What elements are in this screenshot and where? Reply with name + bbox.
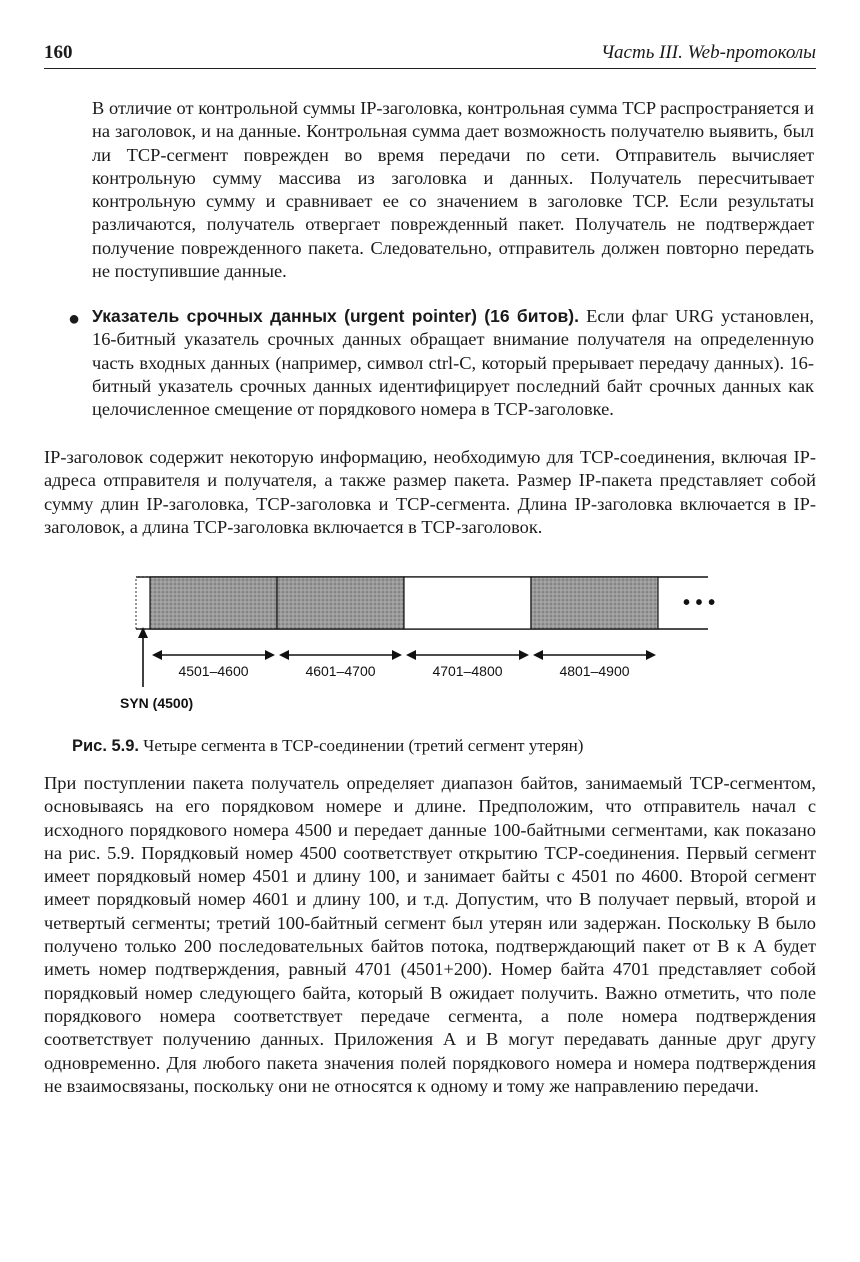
segment-diagram bbox=[118, 575, 738, 715]
range-arrow-left-2 bbox=[279, 650, 289, 660]
range-label-4: 4801–4900 bbox=[559, 663, 630, 679]
range-arrow-left-3 bbox=[406, 650, 416, 660]
range-label-3: 4701–4800 bbox=[432, 663, 503, 679]
header-rule bbox=[44, 68, 816, 69]
bullet-lead: Указатель срочных данных (urgent pointer) (16 битов). bbox=[92, 306, 579, 326]
segment-1 bbox=[150, 577, 277, 629]
range-arrow-left-4 bbox=[533, 650, 543, 660]
continuation-dots: • • • bbox=[683, 592, 716, 614]
ranges-group bbox=[152, 650, 656, 679]
bullet-text bbox=[92, 305, 814, 421]
bullet-dot: ● bbox=[68, 308, 81, 330]
segments-group bbox=[150, 577, 658, 629]
bullet-body: Если флаг URG установлен, 16-битный указатель срочных данных обращает внимание получателя на определенную часть входных данных (например, символ ctrl-C, который прерывает передачу данных). 16-битный указатель срочных данных идентифицирует последний байт срочных данных как целочисленное смещение от порядкового номера в TCP-заголовке. bbox=[92, 306, 815, 420]
segment-3 bbox=[404, 577, 531, 629]
caption-lead: Рис. 5.9. bbox=[72, 737, 140, 755]
figure-tcp-segments bbox=[118, 575, 738, 715]
page-header bbox=[44, 38, 816, 68]
range-arrow-right-3 bbox=[519, 650, 529, 660]
running-head: Часть III. Web-протоколы bbox=[600, 42, 816, 63]
figure-caption bbox=[72, 736, 792, 756]
page-number: 160 bbox=[44, 42, 73, 63]
range-arrow-right-2 bbox=[392, 650, 402, 660]
range-arrow-right-4 bbox=[646, 650, 656, 660]
range-arrow-left-1 bbox=[152, 650, 162, 660]
segment-4 bbox=[531, 577, 658, 629]
segment-2 bbox=[277, 577, 404, 629]
paragraph-checksum: В отличие от контрольной суммы IP-заголовка, контрольная сумма TCP распространяется и на заголовок, и на данные. Контрольная сумма дает возможность получателю выявить, был ли TCP-сегмент поврежден во время передачи по сети. Отправитель вычисляет контрольную сумму массива из заголовка и данных. Получатель пересчитывает контрольную сумму и сравнивает ее со значением в заголовке TCP. Если результаты различаются, получатель отвергает поврежденный пакет. Получатель не подтверждает получение поврежденного пакета. Следовательно, отправитель должен повторно передать не поступившие данные. bbox=[92, 98, 814, 282]
caption-text: Четыре сегмента в TCP-соединении (третий сегмент утерян) bbox=[139, 736, 584, 755]
range-label-1: 4501–4600 bbox=[178, 663, 249, 679]
range-arrow-right-1 bbox=[265, 650, 275, 660]
syn-byte-box bbox=[136, 577, 150, 629]
paragraph-receiver: При поступлении пакета получатель определяет диапазон байтов, занимаемый TCP-сегментом, основываясь на его порядковом номере и длине. Предположим, что отправитель начал с исходного порядкового номера 4500 и передает данные 100-байтными сегментами, как показано на рис. 5.9. Порядковый номер 4500 соответствует открытию TCP-соединения. Первый сегмент имеет порядковый номер 4501 и длину 100, и занимает байты с 4501 по 4600. Второй сегмент имеет порядковый номер 4601 и длину 100, и т.д. Допустим, что В получает первый, второй и четвертый сегменты; третий 100-байтный сегмент был утерян или задержан. Поскольку В было получено только 200 последовательных байтов потока, подтверждающий пакет от В к А будет иметь номер подтверждения, равный 4701 (4501+200). Номер байта 4701 представляет собой порядковый номер следующего байта, который В ожидает получить. Важно отметить, что поле порядкового номера соответствует передаче сегмента, а поле номера подтверждения соответствует получению данных. Приложения А и В могут передавать данные друг другу одновременно. Для любого пакета значения полей порядкового номера и номера подтверждения не взаимосвязаны, поскольку они не относятся к одному и тому же направлению передачи. bbox=[44, 773, 816, 1096]
paragraph-ip-header: IP-заголовок содержит некоторую информацию, необходимую для TCP-соединения, включая IP-адреса отправителя и получателя, а также размер пакета. Размер IP-пакета представляет собой сумму длин IP-заголовка, TCP-заголовка и TCP-сегмента. Длина IP-заголовка включается в IP-заголовок, а длина TCP-заголовка включается в TCP-заголовок. bbox=[44, 447, 816, 537]
range-label-2: 4601–4700 bbox=[305, 663, 376, 679]
syn-label: SYN (4500) bbox=[120, 695, 194, 711]
